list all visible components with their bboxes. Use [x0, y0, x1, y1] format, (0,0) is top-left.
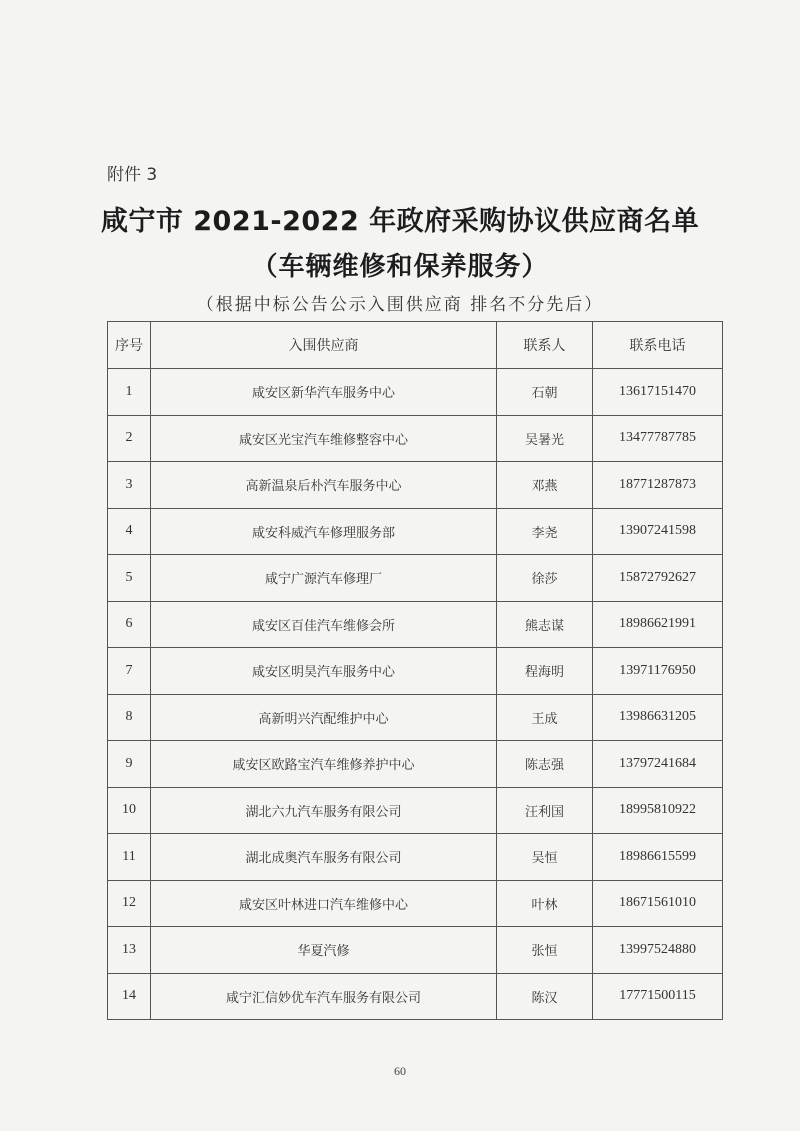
contact-phone: 13797241684: [593, 741, 723, 788]
contact-person: 李尧: [497, 508, 593, 555]
header-phone: 联系电话: [593, 322, 723, 369]
contact-phone: 13986631205: [593, 694, 723, 741]
contact-person: 邓燕: [497, 462, 593, 509]
page-number: 60: [394, 1064, 406, 1078]
row-index: 13: [108, 927, 151, 974]
contact-person: 叶林: [497, 880, 593, 927]
supplier-name: 华夏汽修: [151, 927, 497, 974]
contact-person: 程海明: [497, 648, 593, 695]
supplier-name: 咸安科威汽车修理服务部: [151, 508, 497, 555]
contact-person: 熊志谋: [497, 601, 593, 648]
row-index: 7: [108, 648, 151, 695]
contact-phone: 18771287873: [593, 462, 723, 509]
table-row: [108, 973, 723, 1020]
supplier-name: 湖北成奥汽车服务有限公司: [151, 834, 497, 881]
row-index: 10: [108, 787, 151, 834]
table-row: [108, 555, 723, 602]
header-supplier: 入围供应商: [151, 322, 497, 369]
row-index: 1: [108, 369, 151, 416]
row-index: 12: [108, 880, 151, 927]
supplier-name: 高新明兴汽配维护中心: [151, 694, 497, 741]
contact-phone: 17771500115: [593, 973, 723, 1020]
supplier-name: 咸安区百佳汽车维修会所: [151, 601, 497, 648]
contact-person: 石朝: [497, 369, 593, 416]
row-index: 2: [108, 415, 151, 462]
table-row: [108, 462, 723, 509]
table-row: [108, 927, 723, 974]
table-row: [108, 880, 723, 927]
supplier-name: 咸宁广源汽车修理厂: [151, 555, 497, 602]
table-row: [108, 601, 723, 648]
contact-person: 王成: [497, 694, 593, 741]
contact-phone: 13617151470: [593, 369, 723, 416]
contact-person: 吴恒: [497, 834, 593, 881]
table-row: [108, 694, 723, 741]
supplier-table: [107, 321, 723, 1020]
attachment-label: 附件 3: [107, 165, 158, 185]
contact-person: 徐莎: [497, 555, 593, 602]
contact-person: 汪利国: [497, 787, 593, 834]
supplier-name: 咸安区新华汽车服务中心: [151, 369, 497, 416]
row-index: 9: [108, 741, 151, 788]
contact-phone: 18995810922: [593, 787, 723, 834]
supplier-name: 咸安区明昊汽车服务中心: [151, 648, 497, 695]
table-row: [108, 741, 723, 788]
table-row: [108, 787, 723, 834]
row-index: 4: [108, 508, 151, 555]
contact-person: 陈志强: [497, 741, 593, 788]
contact-phone: 18986621991: [593, 601, 723, 648]
row-index: 8: [108, 694, 151, 741]
contact-phone: 15872792627: [593, 555, 723, 602]
contact-phone: 13971176950: [593, 648, 723, 695]
contact-phone: 13997524880: [593, 927, 723, 974]
table-row: [108, 834, 723, 881]
supplier-name: 咸安区欧路宝汽车维修养护中心: [151, 741, 497, 788]
table-row: [108, 648, 723, 695]
row-index: 6: [108, 601, 151, 648]
table-row: [108, 415, 723, 462]
row-index: 14: [108, 973, 151, 1020]
table-row: [108, 508, 723, 555]
document-subtitle: （根据中标公告公示入围供应商 排名不分先后）: [196, 295, 604, 315]
document-title-line2: （车辆维修和保养服务）: [251, 252, 549, 282]
supplier-name: 湖北六九汽车服务有限公司: [151, 787, 497, 834]
supplier-name: 咸安区叶林进口汽车维修中心: [151, 880, 497, 927]
supplier-name: 高新温泉后朴汽车服务中心: [151, 462, 497, 509]
table-header-row: [108, 322, 723, 369]
row-index: 5: [108, 555, 151, 602]
contact-person: 吴暑光: [497, 415, 593, 462]
contact-phone: 18986615599: [593, 834, 723, 881]
contact-phone: 13477787785: [593, 415, 723, 462]
row-index: 3: [108, 462, 151, 509]
contact-person: 张恒: [497, 927, 593, 974]
contact-person: 陈汉: [497, 973, 593, 1020]
contact-phone: 18671561010: [593, 880, 723, 927]
contact-phone: 13907241598: [593, 508, 723, 555]
table-row: [108, 369, 723, 416]
document-title: 咸宁市 2021-2022 年政府采购协议供应商名单: [100, 206, 700, 237]
header-index: 序号: [108, 322, 151, 369]
supplier-name: 咸宁汇信妙优车汽车服务有限公司: [151, 973, 497, 1020]
supplier-name: 咸安区光宝汽车维修整容中心: [151, 415, 497, 462]
header-contact: 联系人: [497, 322, 593, 369]
row-index: 11: [108, 834, 151, 881]
